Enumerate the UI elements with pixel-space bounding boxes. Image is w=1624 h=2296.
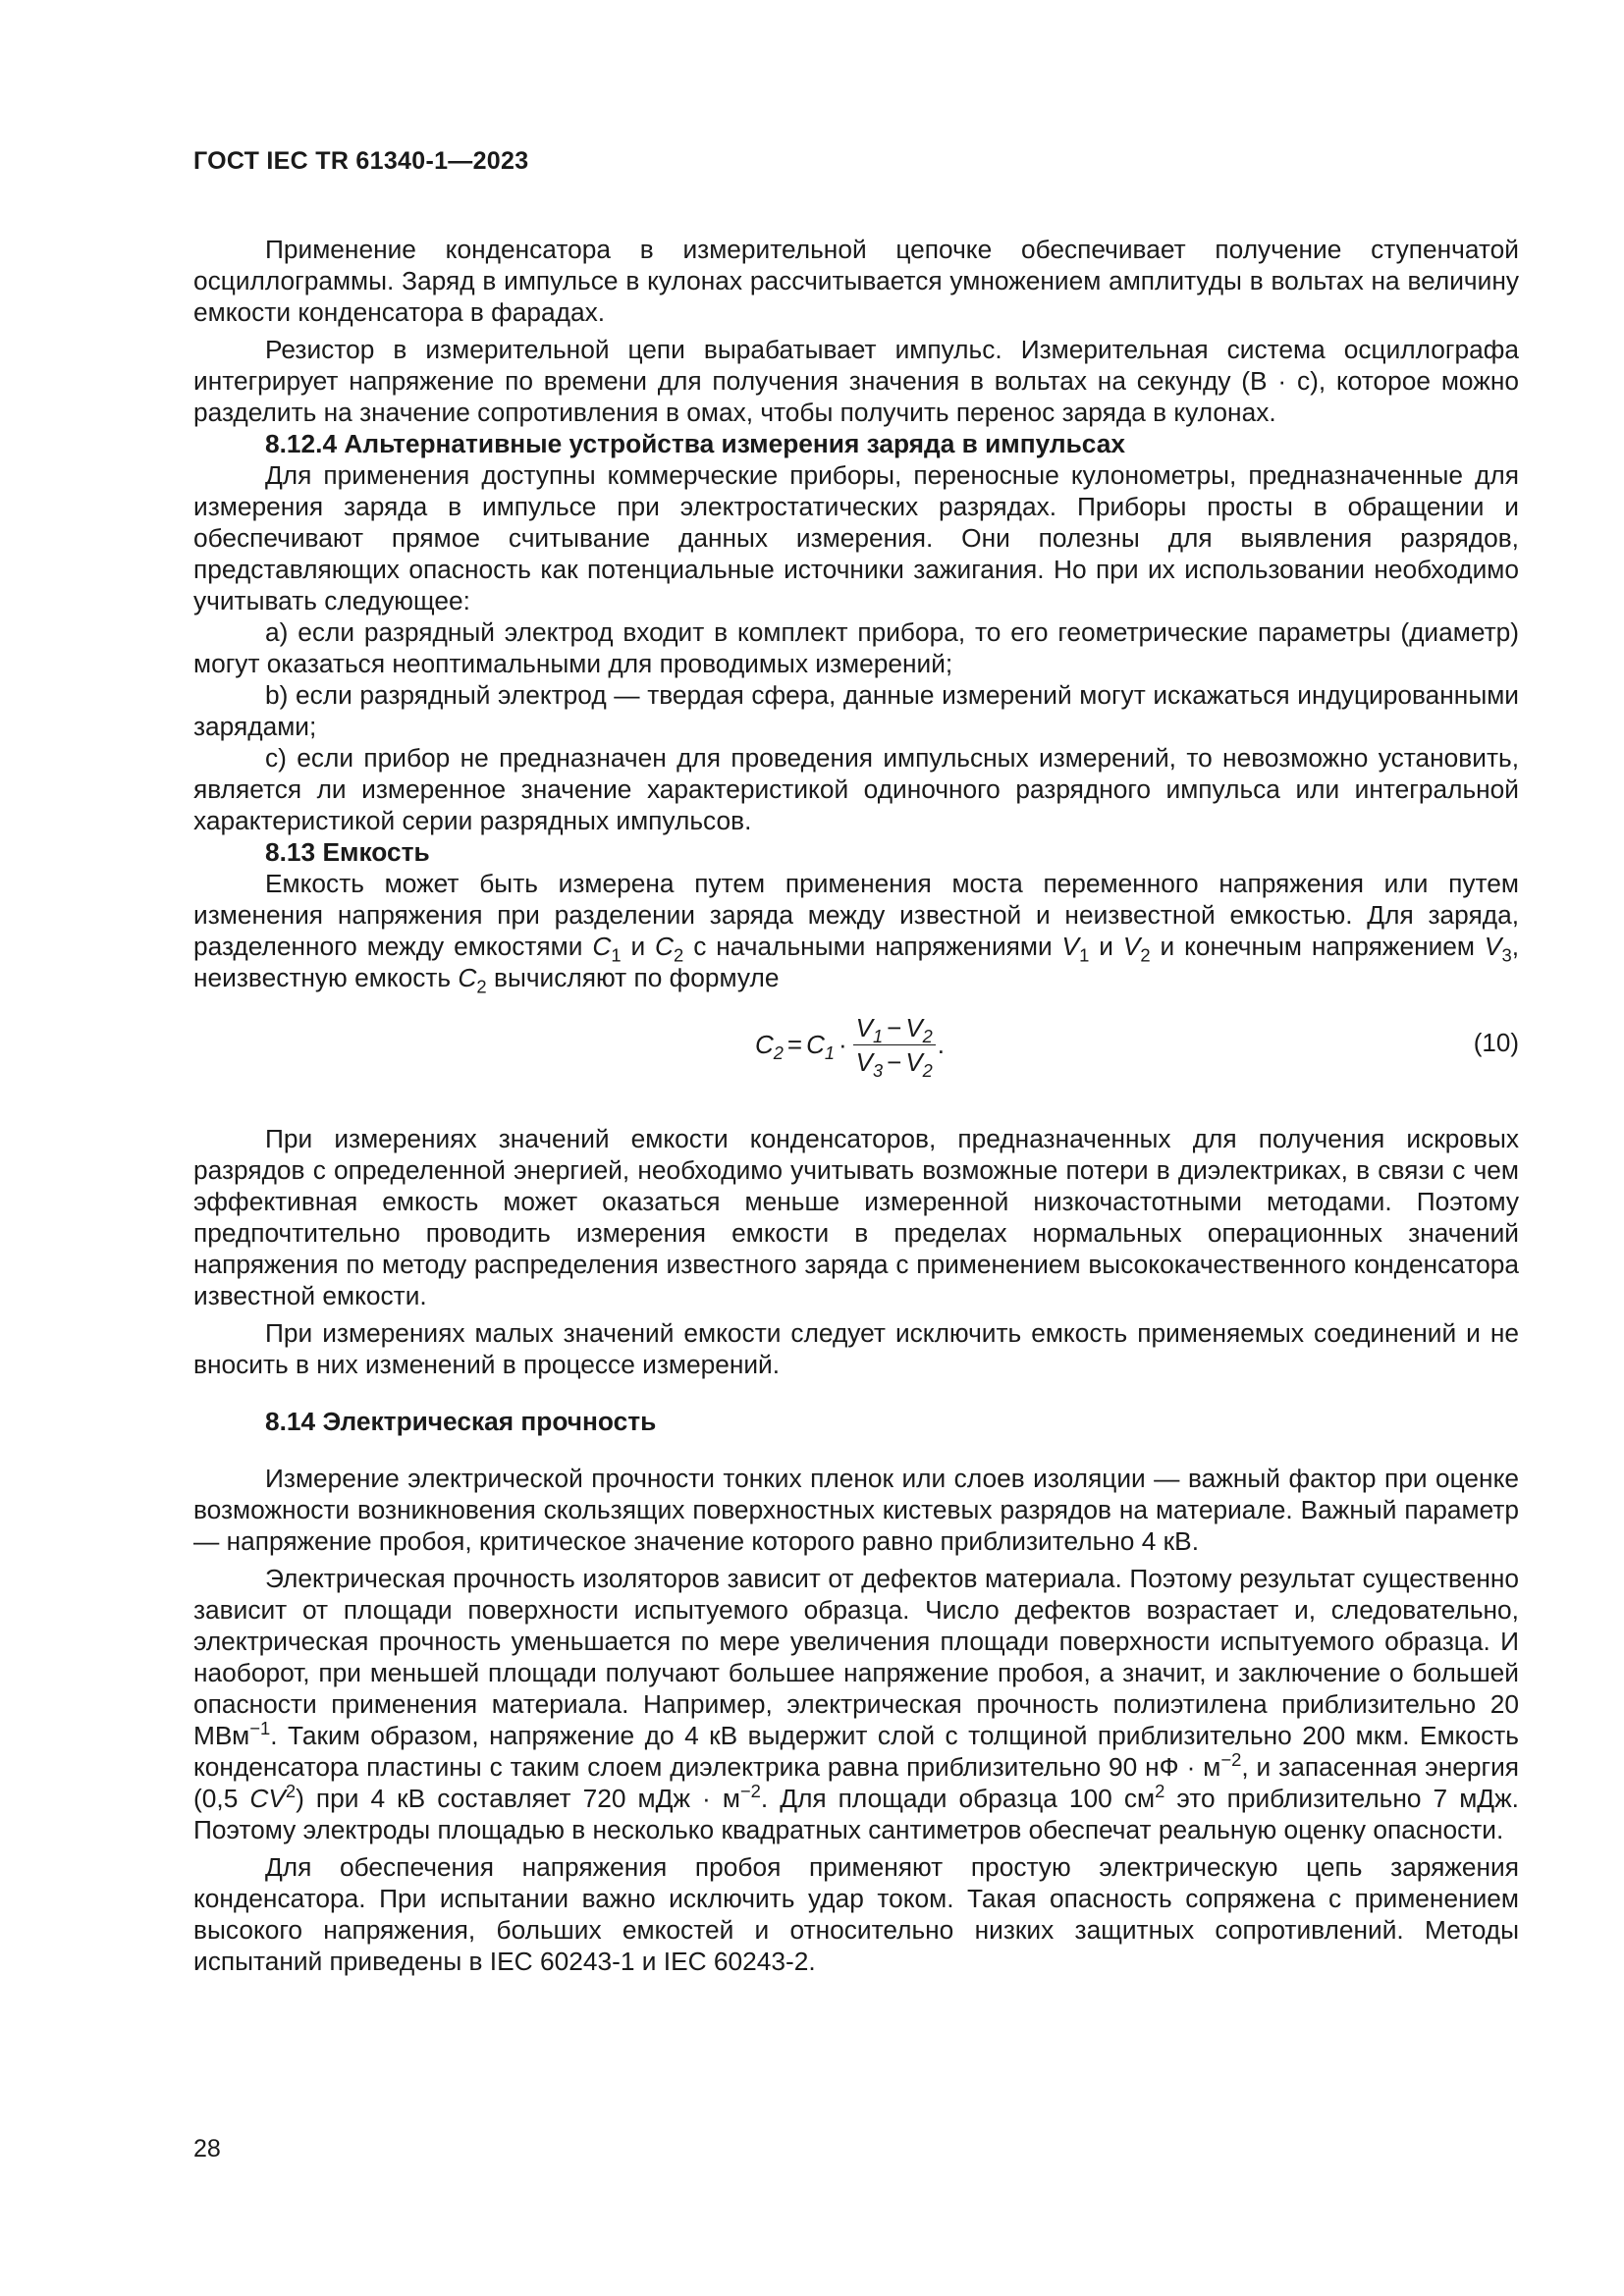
- paragraph-breakdown-test: Для обеспечения напряжения пробоя применяют простую электрическую цепь заряжения конденсатора. При испытании важно исключить удар током. Такая опасность сопряжена с применением высокого напряжения, больших емкостей и относительно низких защитных сопротивлений. Методы испытаний приведены в IEC 60243-1 и IEC 60243-2.: [193, 1852, 1519, 1976]
- equation-number: (10): [1473, 1028, 1519, 1057]
- standard-header: ГОСТ IEC TR 61340-1—2023: [193, 147, 529, 175]
- section-title-8-13: 8.13 Емкость: [265, 837, 430, 867]
- formula-10: [193, 1005, 1519, 1101]
- list-item-c: с) если прибор не предназначен для проведения импульсных измерений, то невозможно установить, является ли измеренное значение характеристикой одиночного разрядного импульса или интегральной характеристикой серии разрядных импульсов.: [193, 743, 1519, 835]
- document-page: [193, 147, 1519, 1977]
- paragraph-resistor-measurement: Резистор в измерительной цепи вырабатывает импульс. Измерительная система осциллографа интегрирует напряжение по времени для получения значения в вольтах на секунду (В · с), которое можно разделить на значение сопротивления в омах, чтобы получить перенос заряда в кулонах.: [193, 335, 1519, 427]
- section-title-8-14: 8.14 Электрическая прочность: [265, 1407, 657, 1436]
- paragraph-alternative-devices: Для применения доступны коммерческие приборы, переносные кулонометры, предназначенные для измерения заряда в импульсе при электростатических разрядах. Приборы просты в обращении и обеспечивают прямое считывание данных измерения. Они полезны для выявления разрядов, представляющих опасность как потенциальные источники зажигания. Но при их использовании необходимо учитывать следующее:: [193, 460, 1519, 615]
- capacitance-formula: $C_2$ = $C_1$ · $\frac{V_1 - V_2}{V_3 - V_2}$ .: [755, 1012, 946, 1081]
- body-text: [193, 234, 1519, 1977]
- section-title-8-12-4: 8.12.4 Альтернативные устройства измерения заряда в импульсах: [265, 429, 1125, 458]
- paragraph-dielectric-strength: Измерение электрической прочности тонких пленок или слоев изоляции — важный фактор при оценке возможности возникновения скользящих поверхностных кистевых разрядов на материале. Важный параметр — напряжение пробоя, критическое значение которого равно приблизительно 4 кВ.: [193, 1464, 1519, 1556]
- formula-fraction: $\frac{V_1 - V_2}{V_3 - V_2}$: [853, 1012, 936, 1078]
- paragraph-capacitance-intro: Емкость может быть измерена путем применения моста переменного напряжения или путем изменения напряжения при разделении заряда между известной и неизвестной емкостью. Для заряда, разделенного между емкостями $C_1$ и $C_2$ с начальными напряжениями $V_1$ и $V_2$ и конечным напряжением $V_3$, неизвестную емкость $C_2$ вычисляют по формуле: [193, 869, 1519, 997]
- paragraph-capacitor-measurement: Применение конденсатора в измерительной цепочке обеспечивает получение ступенчатой осциллограммы. Заряд в импульсе в кулонах рассчитывается умножением амплитуды в вольтах на величину емкости конденсатора в фарадах.: [193, 235, 1519, 327]
- paragraph-small-capacitance: При измерениях малых значений емкости следует исключить емкость применяемых соединений и не вносить в них изменений в процессе измерений.: [193, 1318, 1519, 1379]
- page-number: 28: [193, 2135, 221, 2163]
- list-item-a: а) если разрядный электрод входит в комплект прибора, то его геометрические параметры (диаметр) могут оказаться неоптимальными для проводимых измерений;: [193, 617, 1519, 678]
- paragraph-capacitor-losses: При измерениях значений емкости конденсаторов, предназначенных для получения искровых разрядов с определенной энергией, необходимо учитывать возможные потери в диэлектриках, в связи с чем эффективная емкость может оказаться меньше измеренной низкочастотными методами. Поэтому предпочтительно проводить измерения емкости в пределах нормальных операционных значений напряжения по методу распределения известного заряда с применением высококачественного конденсатора известной емкости.: [193, 1124, 1519, 1310]
- paragraph-insulator-defects: Электрическая прочность изоляторов зависит от дефектов материала. Поэтому результат существенно зависит от площади поверхности испытуемого образца. Число дефектов возрастает и, следовательно, электрическая прочность уменьшается по мере увеличения площади поверхности испытуемого образца. И наоборот, при меньшей площади получают большее напряжение пробоя, а значит, и заключение о большей опасности применения материала. Например, электрическая прочность полиэтилена приблизительно 20 МВм$^{-1}$. Таким образом, напряжение до 4 кВ выдержит слой с толщиной приблизительно 200 мкм. Емкость конденсатора пластины с таким слоем диэлектрика равна приблизительно 90 нФ · $м^{-2}$, и запасенная энергия (0,5 $CV^2$) при 4 кВ составляет 720 мДж · $м^{-2}$. Для площади образца 100 $см^2$ это приблизительно 7 мДж. Поэтому электроды площадью в несколько квадратных сантиметров обеспечат реальную оценку опасности.: [193, 1564, 1520, 1844]
- list-item-b: b) если разрядный электрод — твердая сфера, данные измерений могут искажаться индуцированными зарядами;: [193, 680, 1519, 741]
